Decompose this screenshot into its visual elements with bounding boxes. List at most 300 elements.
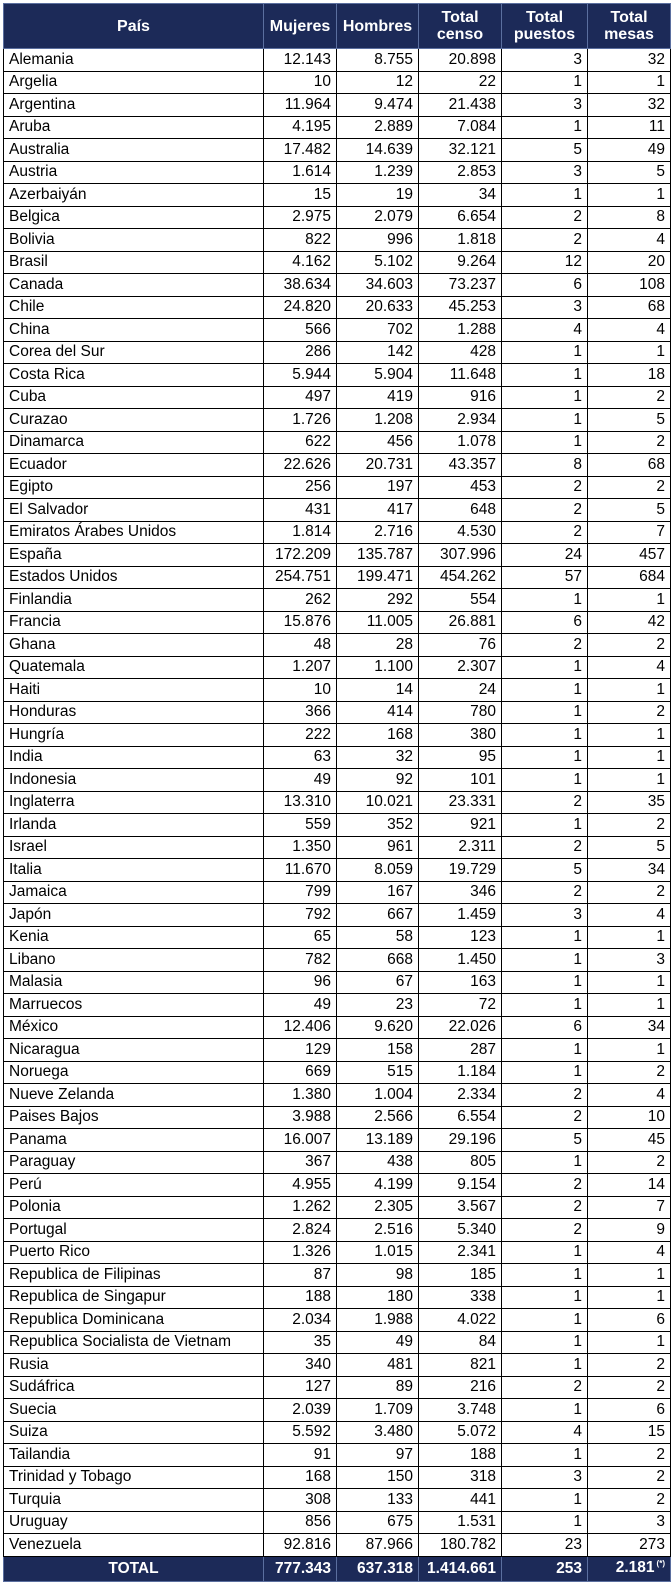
cell-total-puestos: 3 [502, 1466, 588, 1489]
cell-total-censo: 2.934 [419, 409, 502, 432]
cell-hombres: 150 [337, 1466, 419, 1489]
cell-total-mesas: 2 [588, 1489, 671, 1512]
cell-total-mesas: 49 [588, 139, 671, 162]
cell-total-puestos: 24 [502, 544, 588, 567]
cell-total-puestos: 2 [502, 1084, 588, 1107]
cell-hombres: 167 [337, 881, 419, 904]
cell-total-puestos: 57 [502, 566, 588, 589]
table-row [4, 296, 671, 319]
cell-hombres: 9.474 [337, 94, 419, 117]
cell-total-puestos: 3 [502, 904, 588, 927]
cell-total-censo: 73.237 [419, 274, 502, 297]
table-row [4, 184, 671, 207]
cell-total-censo: 380 [419, 724, 502, 747]
cell-pais: Nueve Zelanda [4, 1084, 264, 1107]
cell-mujeres: 799 [264, 881, 337, 904]
cell-pais: Bolivia [4, 229, 264, 252]
cell-total-puestos: 2 [502, 1219, 588, 1242]
cell-hombres: 1.208 [337, 409, 419, 432]
table-row [4, 814, 671, 837]
cell-total-puestos: 8 [502, 454, 588, 477]
cell-mujeres: 2.034 [264, 1309, 337, 1332]
cell-pais: Turquia [4, 1489, 264, 1512]
cell-total-censo: 2.311 [419, 836, 502, 859]
cell-total-puestos: 1 [502, 926, 588, 949]
cell-mujeres: 1.207 [264, 656, 337, 679]
cell-mujeres: 11.670 [264, 859, 337, 882]
cell-pais: Japón [4, 904, 264, 927]
table-row [4, 206, 671, 229]
cell-mujeres: 10 [264, 71, 337, 94]
cell-total-censo: 1.184 [419, 1061, 502, 1084]
table-row [4, 1534, 671, 1557]
cell-total-puestos: 1 [502, 116, 588, 139]
cell-hombres: 67 [337, 971, 419, 994]
total-censo: 1.414.661 [419, 1556, 502, 1581]
cell-total-censo: 6.654 [419, 206, 502, 229]
cell-total-censo: 21.438 [419, 94, 502, 117]
cell-total-censo: 43.357 [419, 454, 502, 477]
cell-pais: Libano [4, 949, 264, 972]
cell-total-puestos: 5 [502, 139, 588, 162]
table-row [4, 926, 671, 949]
header-total-puestos: Total puestos [502, 4, 588, 49]
header-pais: País [4, 4, 264, 49]
cell-total-mesas: 4 [588, 904, 671, 927]
cell-total-censo: 22.026 [419, 1016, 502, 1039]
cell-pais: Argentina [4, 94, 264, 117]
cell-total-mesas: 1 [588, 679, 671, 702]
cell-pais: España [4, 544, 264, 567]
cell-mujeres: 22.626 [264, 454, 337, 477]
cell-total-puestos: 1 [502, 1354, 588, 1377]
cell-total-censo: 1.288 [419, 319, 502, 342]
table-row [4, 454, 671, 477]
cell-total-puestos: 23 [502, 1534, 588, 1557]
cell-total-censo: 32.121 [419, 139, 502, 162]
cell-mujeres: 1.726 [264, 409, 337, 432]
cell-pais: Israel [4, 836, 264, 859]
header-hombres: Hombres [337, 4, 419, 49]
cell-total-puestos: 1 [502, 724, 588, 747]
cell-total-censo: 24 [419, 679, 502, 702]
table-row [4, 544, 671, 567]
table-row [4, 971, 671, 994]
cell-total-puestos: 2 [502, 521, 588, 544]
cell-hombres: 5.904 [337, 364, 419, 387]
cell-hombres: 515 [337, 1061, 419, 1084]
cell-pais: Corea del Sur [4, 341, 264, 364]
cell-hombres: 2.516 [337, 1219, 419, 1242]
cell-mujeres: 559 [264, 814, 337, 837]
cell-total-censo: 454.262 [419, 566, 502, 589]
cell-total-puestos: 1 [502, 679, 588, 702]
cell-hombres: 14.639 [337, 139, 419, 162]
cell-total-puestos: 1 [502, 1399, 588, 1422]
cell-pais: Argelia [4, 71, 264, 94]
cell-mujeres: 254.751 [264, 566, 337, 589]
cell-pais: Perú [4, 1174, 264, 1197]
cell-total-mesas: 4 [588, 319, 671, 342]
cell-pais: Irlanda [4, 814, 264, 837]
cell-pais: Estados Unidos [4, 566, 264, 589]
cell-hombres: 9.620 [337, 1016, 419, 1039]
cell-hombres: 1.100 [337, 656, 419, 679]
cell-total-mesas: 4 [588, 656, 671, 679]
table-row [4, 1151, 671, 1174]
cell-mujeres: 24.820 [264, 296, 337, 319]
cell-pais: Suecia [4, 1399, 264, 1422]
cell-pais: Rusia [4, 1354, 264, 1377]
cell-total-mesas: 1 [588, 71, 671, 94]
cell-total-mesas: 5 [588, 836, 671, 859]
cell-total-mesas: 34 [588, 1016, 671, 1039]
cell-mujeres: 5.592 [264, 1421, 337, 1444]
cell-total-puestos: 5 [502, 859, 588, 882]
cell-total-puestos: 1 [502, 1444, 588, 1467]
cell-total-puestos: 1 [502, 1039, 588, 1062]
cell-pais: Azerbaiyán [4, 184, 264, 207]
cell-pais: Canada [4, 274, 264, 297]
table-row [4, 656, 671, 679]
cell-mujeres: 4.195 [264, 116, 337, 139]
cell-total-mesas: 6 [588, 1399, 671, 1422]
cell-total-censo: 916 [419, 386, 502, 409]
cell-total-mesas: 8 [588, 206, 671, 229]
cell-total-puestos: 2 [502, 206, 588, 229]
table-row [4, 521, 671, 544]
cell-hombres: 58 [337, 926, 419, 949]
cell-total-puestos: 1 [502, 701, 588, 724]
cell-pais: Nicaragua [4, 1039, 264, 1062]
cell-hombres: 34.603 [337, 274, 419, 297]
cell-total-puestos: 6 [502, 611, 588, 634]
cell-total-censo: 95 [419, 746, 502, 769]
table-row [4, 161, 671, 184]
cell-total-mesas: 273 [588, 1534, 671, 1557]
table-row [4, 251, 671, 274]
table-row [4, 116, 671, 139]
cell-total-censo: 5.072 [419, 1421, 502, 1444]
cell-total-mesas: 2 [588, 386, 671, 409]
total-mujeres: 777.343 [264, 1556, 337, 1581]
cell-total-censo: 2.341 [419, 1241, 502, 1264]
cell-total-censo: 1.450 [419, 949, 502, 972]
cell-mujeres: 48 [264, 634, 337, 657]
cell-total-puestos: 1 [502, 1309, 588, 1332]
cell-total-puestos: 2 [502, 836, 588, 859]
cell-mujeres: 17.482 [264, 139, 337, 162]
cell-mujeres: 286 [264, 341, 337, 364]
cell-total-puestos: 1 [502, 431, 588, 454]
cell-pais: Brasil [4, 251, 264, 274]
cell-total-puestos: 2 [502, 1106, 588, 1129]
cell-hombres: 2.566 [337, 1106, 419, 1129]
table-row [4, 836, 671, 859]
cell-total-puestos: 1 [502, 409, 588, 432]
cell-hombres: 1.988 [337, 1309, 419, 1332]
cell-total-mesas: 2 [588, 476, 671, 499]
cell-total-censo: 1.531 [419, 1511, 502, 1534]
total-mesas: 2.181 [615, 1559, 655, 1577]
cell-pais: Paises Bajos [4, 1106, 264, 1129]
cell-total-censo: 6.554 [419, 1106, 502, 1129]
cell-hombres: 135.787 [337, 544, 419, 567]
cell-total-mesas: 3 [588, 949, 671, 972]
cell-hombres: 961 [337, 836, 419, 859]
cell-total-censo: 3.748 [419, 1399, 502, 1422]
table-row [4, 1084, 671, 1107]
table-row [4, 1061, 671, 1084]
cell-pais: Austria [4, 161, 264, 184]
cell-mujeres: 622 [264, 431, 337, 454]
cell-total-mesas: 2 [588, 431, 671, 454]
cell-total-mesas: 34 [588, 859, 671, 882]
cell-total-mesas: 2 [588, 814, 671, 837]
cell-total-censo: 180.782 [419, 1534, 502, 1557]
cell-total-mesas: 18 [588, 364, 671, 387]
table-row [4, 49, 671, 72]
cell-pais: Cuba [4, 386, 264, 409]
cell-pais: Indonesia [4, 769, 264, 792]
cell-total-censo: 2.307 [419, 656, 502, 679]
cell-total-puestos: 1 [502, 1241, 588, 1264]
cell-total-censo: 101 [419, 769, 502, 792]
cell-total-puestos: 1 [502, 1151, 588, 1174]
cell-hombres: 481 [337, 1354, 419, 1377]
cell-hombres: 1.239 [337, 161, 419, 184]
cell-total-puestos: 1 [502, 994, 588, 1017]
cell-hombres: 28 [337, 634, 419, 657]
cell-mujeres: 4.955 [264, 1174, 337, 1197]
cell-pais: Aruba [4, 116, 264, 139]
cell-total-mesas: 6 [588, 1309, 671, 1332]
cell-total-puestos: 3 [502, 94, 588, 117]
cell-pais: Panama [4, 1129, 264, 1152]
cell-pais: Costa Rica [4, 364, 264, 387]
cell-mujeres: 256 [264, 476, 337, 499]
cell-mujeres: 11.964 [264, 94, 337, 117]
cell-total-puestos: 2 [502, 229, 588, 252]
cell-total-censo: 11.648 [419, 364, 502, 387]
cell-total-mesas: 2 [588, 881, 671, 904]
cell-hombres: 352 [337, 814, 419, 837]
cell-mujeres: 15.876 [264, 611, 337, 634]
cell-mujeres: 129 [264, 1039, 337, 1062]
cell-pais: El Salvador [4, 499, 264, 522]
cell-total-puestos: 2 [502, 791, 588, 814]
cell-mujeres: 1.814 [264, 521, 337, 544]
cell-total-mesas: 1 [588, 746, 671, 769]
cell-pais: Republica Dominicana [4, 1309, 264, 1332]
cell-mujeres: 127 [264, 1376, 337, 1399]
cell-mujeres: 1.380 [264, 1084, 337, 1107]
cell-total-puestos: 2 [502, 634, 588, 657]
census-table-container [3, 3, 670, 1582]
cell-total-mesas: 1 [588, 1264, 671, 1287]
cell-total-mesas: 684 [588, 566, 671, 589]
cell-total-mesas: 5 [588, 409, 671, 432]
cell-total-puestos: 1 [502, 814, 588, 837]
table-row [4, 791, 671, 814]
cell-mujeres: 49 [264, 994, 337, 1017]
table-row [4, 499, 671, 522]
table-row [4, 1286, 671, 1309]
cell-total-mesas: 2 [588, 1151, 671, 1174]
cell-mujeres: 1.326 [264, 1241, 337, 1264]
cell-total-censo: 287 [419, 1039, 502, 1062]
cell-hombres: 87.966 [337, 1534, 419, 1557]
cell-total-puestos: 1 [502, 769, 588, 792]
cell-mujeres: 2.824 [264, 1219, 337, 1242]
cell-mujeres: 5.944 [264, 364, 337, 387]
cell-total-puestos: 1 [502, 1061, 588, 1084]
table-row [4, 724, 671, 747]
cell-hombres: 98 [337, 1264, 419, 1287]
cell-mujeres: 38.634 [264, 274, 337, 297]
cell-hombres: 199.471 [337, 566, 419, 589]
cell-total-mesas: 68 [588, 296, 671, 319]
cell-total-mesas: 32 [588, 94, 671, 117]
table-row [4, 364, 671, 387]
cell-hombres: 13.189 [337, 1129, 419, 1152]
cell-mujeres: 1.262 [264, 1196, 337, 1219]
cell-pais: Malasia [4, 971, 264, 994]
cell-mujeres: 431 [264, 499, 337, 522]
cell-mujeres: 856 [264, 1511, 337, 1534]
cell-total-censo: 22 [419, 71, 502, 94]
cell-mujeres: 3.988 [264, 1106, 337, 1129]
cell-hombres: 89 [337, 1376, 419, 1399]
table-row [4, 319, 671, 342]
cell-pais: Tailandia [4, 1444, 264, 1467]
cell-total-mesas: 3 [588, 1511, 671, 1534]
cell-mujeres: 1.614 [264, 161, 337, 184]
cell-total-mesas: 1 [588, 1331, 671, 1354]
cell-mujeres: 16.007 [264, 1129, 337, 1152]
cell-hombres: 142 [337, 341, 419, 364]
cell-mujeres: 822 [264, 229, 337, 252]
table-row [4, 1376, 671, 1399]
cell-hombres: 417 [337, 499, 419, 522]
table-row [4, 409, 671, 432]
cell-hombres: 4.199 [337, 1174, 419, 1197]
cell-total-mesas: 35 [588, 791, 671, 814]
cell-total-censo: 5.340 [419, 1219, 502, 1242]
cell-total-puestos: 1 [502, 1489, 588, 1512]
cell-total-censo: 34 [419, 184, 502, 207]
cell-pais: Finlandia [4, 589, 264, 612]
cell-total-puestos: 2 [502, 881, 588, 904]
cell-pais: India [4, 746, 264, 769]
cell-pais: Dinamarca [4, 431, 264, 454]
cell-mujeres: 12.406 [264, 1016, 337, 1039]
cell-total-censo: 23.331 [419, 791, 502, 814]
table-row [4, 1241, 671, 1264]
table-row [4, 1466, 671, 1489]
cell-total-censo: 2.334 [419, 1084, 502, 1107]
table-row [4, 994, 671, 1017]
cell-total-censo: 648 [419, 499, 502, 522]
cell-mujeres: 792 [264, 904, 337, 927]
cell-pais: Ecuador [4, 454, 264, 477]
cell-pais: Uruguay [4, 1511, 264, 1534]
table-row [4, 1489, 671, 1512]
cell-pais: Egipto [4, 476, 264, 499]
cell-pais: Venezuela [4, 1534, 264, 1557]
cell-hombres: 292 [337, 589, 419, 612]
cell-total-mesas: 1 [588, 1286, 671, 1309]
cell-total-puestos: 2 [502, 1376, 588, 1399]
table-row [4, 1016, 671, 1039]
cell-pais: Sudáfrica [4, 1376, 264, 1399]
cell-hombres: 3.480 [337, 1421, 419, 1444]
table-footer [4, 1556, 671, 1581]
cell-pais: Paraguay [4, 1151, 264, 1174]
cell-total-puestos: 3 [502, 296, 588, 319]
cell-total-mesas: 1 [588, 724, 671, 747]
cell-hombres: 668 [337, 949, 419, 972]
header-total-censo: Total censo [419, 4, 502, 49]
table-row [4, 274, 671, 297]
cell-total-censo: 185 [419, 1264, 502, 1287]
cell-pais: Italia [4, 859, 264, 882]
cell-total-censo: 318 [419, 1466, 502, 1489]
table-row [4, 949, 671, 972]
cell-total-mesas: 32 [588, 49, 671, 72]
cell-total-censo: 20.898 [419, 49, 502, 72]
total-puestos: 253 [502, 1556, 588, 1581]
cell-total-censo: 188 [419, 1444, 502, 1467]
cell-total-mesas: 68 [588, 454, 671, 477]
cell-total-mesas: 4 [588, 1241, 671, 1264]
cell-mujeres: 782 [264, 949, 337, 972]
cell-hombres: 438 [337, 1151, 419, 1174]
total-mesas-note: (*) [656, 1559, 665, 1569]
cell-mujeres: 12.143 [264, 49, 337, 72]
cell-hombres: 20.633 [337, 296, 419, 319]
cell-total-puestos: 2 [502, 499, 588, 522]
cell-hombres: 23 [337, 994, 419, 1017]
cell-pais: Kenia [4, 926, 264, 949]
cell-pais: Emiratos Árabes Unidos [4, 521, 264, 544]
table-row [4, 1354, 671, 1377]
cell-total-mesas: 1 [588, 994, 671, 1017]
cell-mujeres: 2.975 [264, 206, 337, 229]
cell-total-mesas: 7 [588, 1196, 671, 1219]
cell-pais: Alemania [4, 49, 264, 72]
cell-pais: Ghana [4, 634, 264, 657]
table-row [4, 1219, 671, 1242]
cell-pais: Haiti [4, 679, 264, 702]
cell-hombres: 2.305 [337, 1196, 419, 1219]
cell-total-censo: 26.881 [419, 611, 502, 634]
cell-mujeres: 49 [264, 769, 337, 792]
cell-total-mesas: 42 [588, 611, 671, 634]
cell-hombres: 5.102 [337, 251, 419, 274]
cell-total-mesas: 4 [588, 1084, 671, 1107]
cell-total-puestos: 1 [502, 341, 588, 364]
cell-pais: Hungría [4, 724, 264, 747]
cell-pais: Noruega [4, 1061, 264, 1084]
table-row [4, 1106, 671, 1129]
cell-pais: Puerto Rico [4, 1241, 264, 1264]
cell-total-censo: 72 [419, 994, 502, 1017]
table-row [4, 566, 671, 589]
cell-hombres: 19 [337, 184, 419, 207]
table-row [4, 1264, 671, 1287]
cell-total-puestos: 4 [502, 1421, 588, 1444]
